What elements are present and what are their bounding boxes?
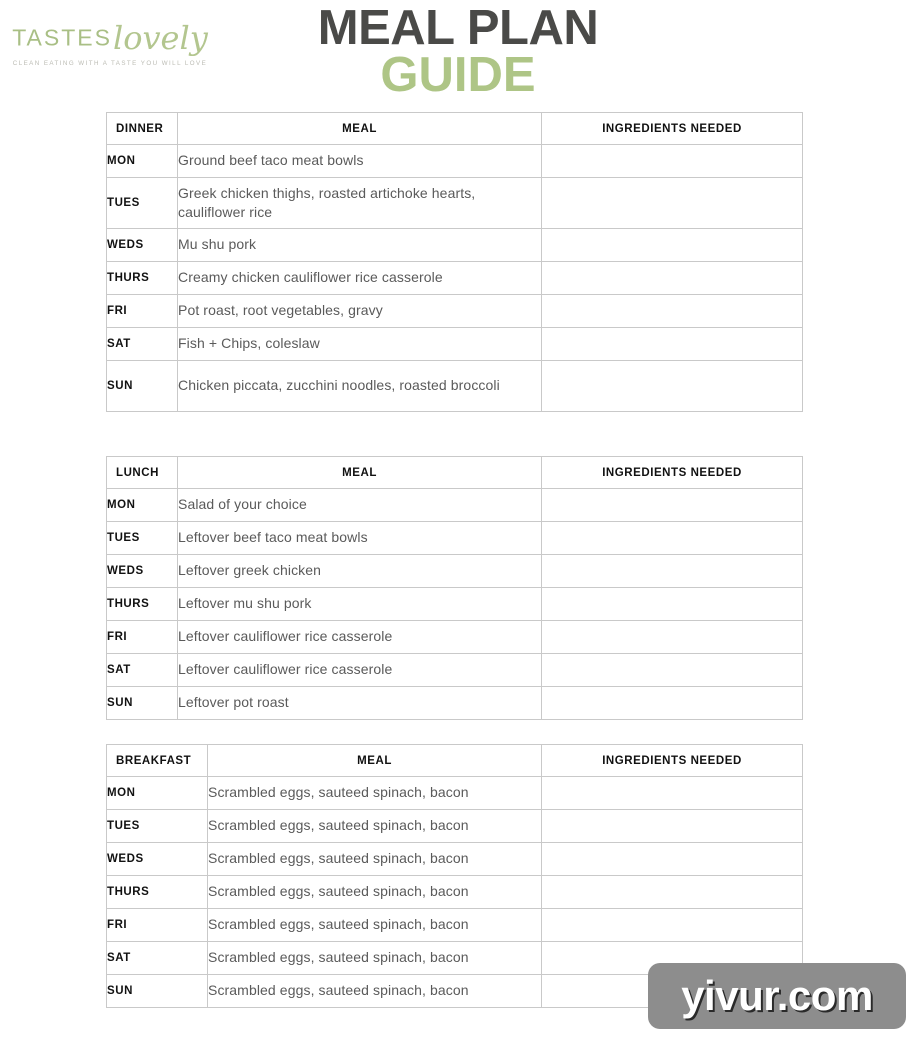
day-label: SUN xyxy=(107,975,208,1008)
ingredients-field[interactable] xyxy=(542,876,803,909)
watermark-badge xyxy=(648,963,906,1029)
ingredients-field[interactable] xyxy=(542,621,803,654)
table-header-row xyxy=(107,457,803,489)
ingredients-field[interactable] xyxy=(542,810,803,843)
lunch-table xyxy=(106,456,803,720)
table-row xyxy=(107,654,803,687)
table-row xyxy=(107,588,803,621)
table-row xyxy=(107,262,803,295)
ingredients-field[interactable] xyxy=(542,588,803,621)
meal-text[interactable]: Scrambled eggs, sauteed spinach, bacon xyxy=(208,843,542,876)
meal-text[interactable]: Leftover cauliflower rice casserole xyxy=(178,654,542,687)
brand-word-tastes: TASTES xyxy=(12,24,112,51)
header-meal: MEAL xyxy=(178,457,542,489)
table-gap xyxy=(0,720,914,744)
ingredients-field[interactable] xyxy=(542,262,803,295)
table-row xyxy=(107,876,803,909)
header-meal-type: LUNCH xyxy=(107,457,178,489)
header-ingredients: INGREDIENTS NEEDED xyxy=(542,457,803,489)
table-row xyxy=(107,145,803,178)
meal-text[interactable]: Leftover beef taco meat bowls xyxy=(178,522,542,555)
ingredients-field[interactable] xyxy=(542,687,803,720)
day-label: FRI xyxy=(107,909,208,942)
ingredients-field[interactable] xyxy=(542,843,803,876)
day-label: SUN xyxy=(107,687,178,720)
table-row xyxy=(107,361,803,412)
table-row xyxy=(107,777,803,810)
header-ingredients: INGREDIENTS NEEDED xyxy=(542,113,803,145)
ingredients-field[interactable] xyxy=(542,909,803,942)
table-header-row xyxy=(107,113,803,145)
day-label: TUES xyxy=(107,522,178,555)
header-meal-type: BREAKFAST xyxy=(107,745,208,777)
ingredients-field[interactable] xyxy=(542,295,803,328)
day-label: SAT xyxy=(107,328,178,361)
dinner-table xyxy=(106,112,803,412)
day-label: SAT xyxy=(107,942,208,975)
page-title-line-2: GUIDE xyxy=(380,47,536,102)
brand-logo xyxy=(10,19,210,67)
table-row xyxy=(107,909,803,942)
table-row xyxy=(107,843,803,876)
day-label: WEDS xyxy=(107,555,178,588)
meal-text[interactable]: Scrambled eggs, sauteed spinach, bacon xyxy=(208,777,542,810)
day-label: MON xyxy=(107,777,208,810)
meal-text[interactable]: Scrambled eggs, sauteed spinach, bacon xyxy=(208,876,542,909)
table-row xyxy=(107,555,803,588)
ingredients-field[interactable] xyxy=(542,178,803,229)
day-label: WEDS xyxy=(107,843,208,876)
page-title xyxy=(258,1,658,102)
day-label: TUES xyxy=(107,178,178,229)
table-row xyxy=(107,295,803,328)
meal-text[interactable]: Scrambled eggs, sauteed spinach, bacon xyxy=(208,810,542,843)
meal-text[interactable]: Leftover pot roast xyxy=(178,687,542,720)
header-ingredients: INGREDIENTS NEEDED xyxy=(542,745,803,777)
header-meal: MEAL xyxy=(178,113,542,145)
day-label: FRI xyxy=(107,295,178,328)
ingredients-field[interactable] xyxy=(542,654,803,687)
meal-text[interactable]: Fish + Chips, coleslaw xyxy=(178,328,542,361)
day-label: SAT xyxy=(107,654,178,687)
meal-text[interactable]: Scrambled eggs, sauteed spinach, bacon xyxy=(208,909,542,942)
day-label: SUN xyxy=(107,361,178,412)
meal-text[interactable]: Scrambled eggs, sauteed spinach, bacon xyxy=(208,975,542,1008)
brand-word-lovely: lovely xyxy=(112,19,208,57)
ingredients-field[interactable] xyxy=(542,489,803,522)
meal-text[interactable]: Creamy chicken cauliflower rice casserole xyxy=(178,262,542,295)
table-row xyxy=(107,810,803,843)
meal-text[interactable]: Ground beef taco meat bowls xyxy=(178,145,542,178)
day-label: MON xyxy=(107,145,178,178)
ingredients-field[interactable] xyxy=(542,229,803,262)
page-header xyxy=(0,0,914,112)
meal-text[interactable]: Leftover greek chicken xyxy=(178,555,542,588)
watermark-text: yivur.com xyxy=(681,972,873,1019)
meal-text[interactable]: Leftover mu shu pork xyxy=(178,588,542,621)
day-label: FRI xyxy=(107,621,178,654)
table-row xyxy=(107,328,803,361)
brand-tagline: CLEAN EATING WITH A TASTE YOU WILL LOVE xyxy=(12,60,208,67)
day-label: THURS xyxy=(107,876,208,909)
ingredients-field[interactable] xyxy=(542,522,803,555)
day-label: THURS xyxy=(107,588,178,621)
meal-text[interactable]: Scrambled eggs, sauteed spinach, bacon xyxy=(208,942,542,975)
table-gap xyxy=(0,412,914,456)
meal-text[interactable]: Leftover cauliflower rice casserole xyxy=(178,621,542,654)
meal-text[interactable]: Pot roast, root vegetables, gravy xyxy=(178,295,542,328)
meal-text[interactable]: Mu shu pork xyxy=(178,229,542,262)
table-row xyxy=(107,687,803,720)
ingredients-field[interactable] xyxy=(542,145,803,178)
ingredients-field[interactable] xyxy=(542,777,803,810)
ingredients-field[interactable] xyxy=(542,555,803,588)
ingredients-field[interactable] xyxy=(542,361,803,412)
table-header-row xyxy=(107,745,803,777)
brand-wordmark xyxy=(10,19,210,57)
ingredients-field[interactable] xyxy=(542,328,803,361)
meal-text[interactable]: Salad of your choice xyxy=(178,489,542,522)
table-row xyxy=(107,178,803,229)
day-label: TUES xyxy=(107,810,208,843)
table-row xyxy=(107,522,803,555)
meal-text[interactable]: Greek chicken thighs, roasted artichoke hearts, cauliflower rice xyxy=(178,178,542,229)
header-meal: MEAL xyxy=(208,745,542,777)
header-meal-type: DINNER xyxy=(107,113,178,145)
meal-text[interactable]: Chicken piccata, zucchini noodles, roasted broccoli xyxy=(178,361,542,412)
page-title-line-1: MEAL PLAN xyxy=(317,1,599,55)
table-row xyxy=(107,621,803,654)
day-label: WEDS xyxy=(107,229,178,262)
day-label: MON xyxy=(107,489,178,522)
day-label: THURS xyxy=(107,262,178,295)
table-row xyxy=(107,229,803,262)
table-row xyxy=(107,489,803,522)
